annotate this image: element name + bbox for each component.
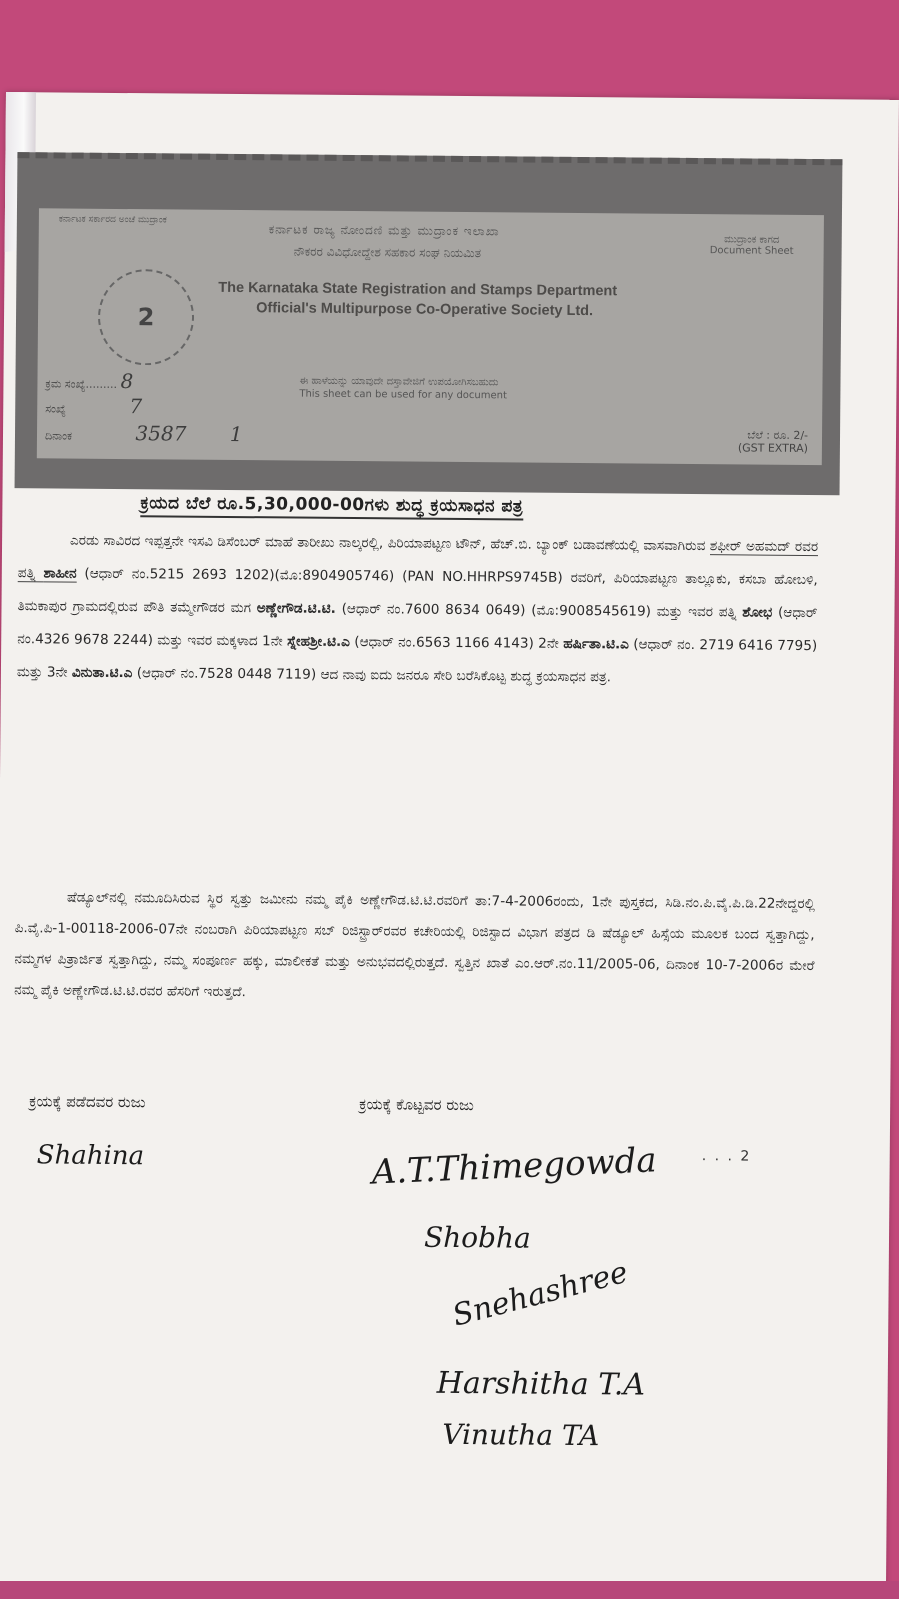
p1-text-e: ಪಿರಿಯಾಪಟ್ಟಣ ತಾಲ್ಲೂಕು, ಕಸಬಾ ಹೋಬಳಿ, ತಿಮಕಾಪುರ ಗ್ರಾಮದಲ್ಲಿರುವ ಪೌತಿ ತಮ್ಮೇಗೌಡರ ಮಗ — [17, 570, 818, 617]
paragraph-schedule: ಷೆಡ್ಯೂಲ್‌ನಲ್ಲಿ ನಮೂದಿಸಿರುವ ಸ್ಥಿರ ಸ್ವತ್ತು ಜಮೀನು ನಮ್ಮ ಪೈಕಿ ಅಣ್ಣೇಗೌಡ.ಟಿ.ಟಿ.ರವರಿಗೆ ತಾ:7-4-2006ರಂದು, 1ನೇ ಪುಸ್ತಕದ, ಸಿಡಿ.ನಂ.ಪಿ.ವೈ.ಪಿ.ಡಿ.22ನೇದ್ದರಲ್ಲಿ ಪಿ.ವೈ.ಪಿ-1-00118-2006-07ನೇ ನಂಬರಾಗಿ ಪಿರಿಯಾಪಟ್ಟಣ ಸಬ್ ರಿಜಿಸ್ಟ್ರಾರ್‌ರವರ ಕಚೇರಿಯಲ್ಲಿ ರಿಜಿಸ್ಟಾದ ವಿಭಾಗ ಪತ್ರದ ಡಿ ಷೆಡ್ಯೂಲ್ ಹಿಸ್ಸೆಯ ಮೂಲಕ ಬಂದ ಸ್ವತ್ತಾಗಿದ್ದು, ನಮ್ಮಗಳ ಪಿತ್ರಾರ್ಜಿತ ಸ್ವತ್ತಾಗಿದ್ದು, ನಮ್ಮ ಸಂಪೂರ್ಣ ಹಕ್ಕು, ಮಾಲೀಕತೆ ಮತ್ತು ಅನುಭವದಲ್ಲಿರುತ್ತದೆ. ಸ್ವತ್ತಿನ ಖಾತೆ ಎಂ.ಆರ್.ನಂ.11/2005-06, ದಿನಾಂಕ 10-7-2006ರ ಮೇರೆ ನಮ್ಮ ಪೈಕಿ ಅಣ್ಣೇಗೌಡ.ಟಿ.ಟಿ.ರವರ ಹೆಸರಿಗೆ ಇರುತ್ತದೆ. — [14, 889, 816, 1001]
p1-text-b: ಶಫೀರ್ ಅಹಮದ್ ರವರ ಪತ್ನಿ — [17, 538, 819, 582]
seal-number: 2 — [137, 303, 155, 332]
stamp-left-text: ಕರ್ನಾಟಕ ಸರ್ಕಾರದ ಅಂಚೆ ಮುದ್ರಾಂಕ — [58, 214, 167, 226]
seller-name-1: ಅಣ್ಣೇಗೌಡ.ಟಿ.ಟಿ. — [256, 600, 336, 617]
seller-signature-5: Vinutha TA — [442, 1417, 600, 1453]
seller-signature-3: Snehashree — [449, 1254, 632, 1334]
seller-signature-4: Harshitha T.A — [436, 1365, 646, 1403]
p1-text-m: (ಆಧಾರ್ ನಂ. 2719 6416 7795) ಮತ್ತು 3ನೇ — [16, 636, 818, 681]
stamp-header-kn-1: ಕರ್ನಾಟಕ ರಾಜ್ಯ ನೋಂದಣಿ ಮತ್ತು ಮುದ್ರಾಂಕ ಇಲಾಖಾ — [268, 222, 500, 239]
stamp-panel — [37, 208, 824, 465]
stamp-row-3-value-2: 1 — [229, 421, 243, 447]
seller-signature-1: A.T.Thimegowda — [370, 1140, 658, 1193]
stamp-row-3-value: 3587 — [135, 421, 187, 446]
stamp-price — [738, 428, 808, 455]
stamp-note-en: This sheet can be used for any document — [299, 388, 507, 402]
seller-name-3: ಸ್ನೇಹಶ್ರೀ.ಟಿ.ಎ — [287, 633, 351, 651]
p1-text-o: (ಆಧಾರ್ ನಂ.7528 0448 7119) ಆದ ನಾವು ಐದು ಜನರೂ ಸೇರಿ ಬರೆಸಿಕೊಟ್ಟ ಶುದ್ಧ ಕ್ರಯಸಾಧನ ಪತ್ರ. — [132, 665, 612, 686]
stamp-paper-header — [15, 152, 843, 495]
seller-signature-2: Shobha — [423, 1220, 531, 1255]
stamp-row-2-label: ಸಂಖ್ಯೆ — [45, 402, 66, 416]
buyer-signature: Shahina — [36, 1140, 145, 1172]
stamp-org-name — [218, 278, 617, 321]
stamp-note-kn: ಈ ಹಾಳೆಯನ್ನು ಯಾವುದೇ ದಸ್ತಾವೇಜಿಗೆ ಉಪಯೋಗಿಸಬಹುದು — [299, 375, 499, 389]
seller-name-2: ಶೋಭ — [742, 604, 773, 621]
buyer-name: ಶಾಹೀನ — [43, 565, 77, 582]
p1-text-a: ಎರಡು ಸಾವಿರದ ಇಪ್ಪತ್ತನೇ ಇಸವಿ ಡಿಸೆಂಬರ್ ಮಾಹೆ ತಾರೀಖು ನಾಲ್ಕರಲ್ಲಿ, ಪಿರಿಯಾಪಟ್ಟಣ ಟೌನ್, ಹೆಚ್.ಬಿ. ಬ್ಯಾಂಕ್ ಬಡಾವಣೆಯಲ್ಲಿ ವಾಸವಾಗಿರುವ — [70, 532, 710, 555]
page-continuation: . . . 2 — [701, 1148, 752, 1165]
stamp-row-2-value: 7 — [129, 394, 143, 419]
p1-text-d: (ಆಧಾರ್ ನಂ.5215 2693 1202)(ಮೊ:8904905746) (PAN NO.HHRPS9745B) ರವರಿಗೆ, — [76, 565, 606, 587]
p1-text-g: (ಆಧಾರ್ ನಂ.7600 8634 0649) (ಮೊ:9008545619) ಮತ್ತು ಇವರ ಪತ್ನಿ — [335, 600, 743, 621]
stamp-header-kn-2: ನೌಕರರ ವಿವಿಧೋದ್ದೇಶ ಸಹಕಾರ ಸಂಘ ನಿಯಮಿತ — [293, 244, 482, 261]
stamp-right-line-1: ಮುದ್ರಾಂಕ ಕಾಗದ — [724, 234, 780, 246]
stamp-price-value: ಬೆಲೆ : ರೂ. 2/- — [747, 428, 809, 443]
paragraph-parties — [17, 524, 818, 696]
stamp-row-1-label: ಕ್ರಮ ಸಂಖ್ಯೆ......... — [45, 377, 118, 391]
document-title: ಕ್ರಯದ ಬೆಲೆ ರೂ.5,30,000-00ಗಳು ಶುದ್ಧ ಕ್ರಯಸಾಧನ ಪತ್ರ — [140, 493, 523, 520]
seal-icon — [98, 269, 195, 366]
document-page — [0, 92, 899, 1590]
p1-text-i: (ಆಧಾರ್ ನಂ.4326 9678 2244) ಮತ್ತು ಇವರ ಮಕ್ಕಳಾದ 1ನೇ — [17, 604, 818, 650]
seller-name-4: ಹರ್ಷಿತಾ.ಟಿ.ಎ — [563, 635, 629, 653]
buyer-signature-label: ಕ್ರಯಕ್ಕೆ ಪಡೆದವರ ರುಜು — [29, 1092, 146, 1112]
signature-labels — [29, 1092, 729, 1115]
stamp-note — [299, 375, 507, 403]
stamp-org-line-2: Official's Multipurpose Co-Operative Society Ltd. — [256, 300, 594, 320]
stamp-org-line-1: The Karnataka State Registration and Stamps Department — [218, 279, 618, 300]
seller-name-5: ವಿನುತಾ.ಟಿ.ಎ — [71, 664, 133, 682]
p1-text-k: (ಆಧಾರ್ ನಂ.6563 1166 4143) 2ನೇ — [349, 634, 564, 652]
stamp-price-note: (GST EXTRA) — [737, 441, 808, 456]
stamp-row-1 — [45, 368, 133, 393]
stamp-row-3 — [45, 420, 243, 446]
stamp-row-2 — [45, 393, 142, 418]
stamp-row-1-value: 8 — [120, 369, 134, 394]
stamp-row-3-label: ದಿನಾಂಕ — [44, 429, 72, 443]
seller-signature-label: ಕ್ರಯಕ್ಕೆ ಕೊಟ್ಟವರ ರುಜು — [359, 1095, 474, 1115]
stamp-right-line-2: Document Sheet — [709, 245, 794, 257]
stamp-right-text — [710, 234, 794, 257]
background-strip — [0, 1581, 899, 1599]
